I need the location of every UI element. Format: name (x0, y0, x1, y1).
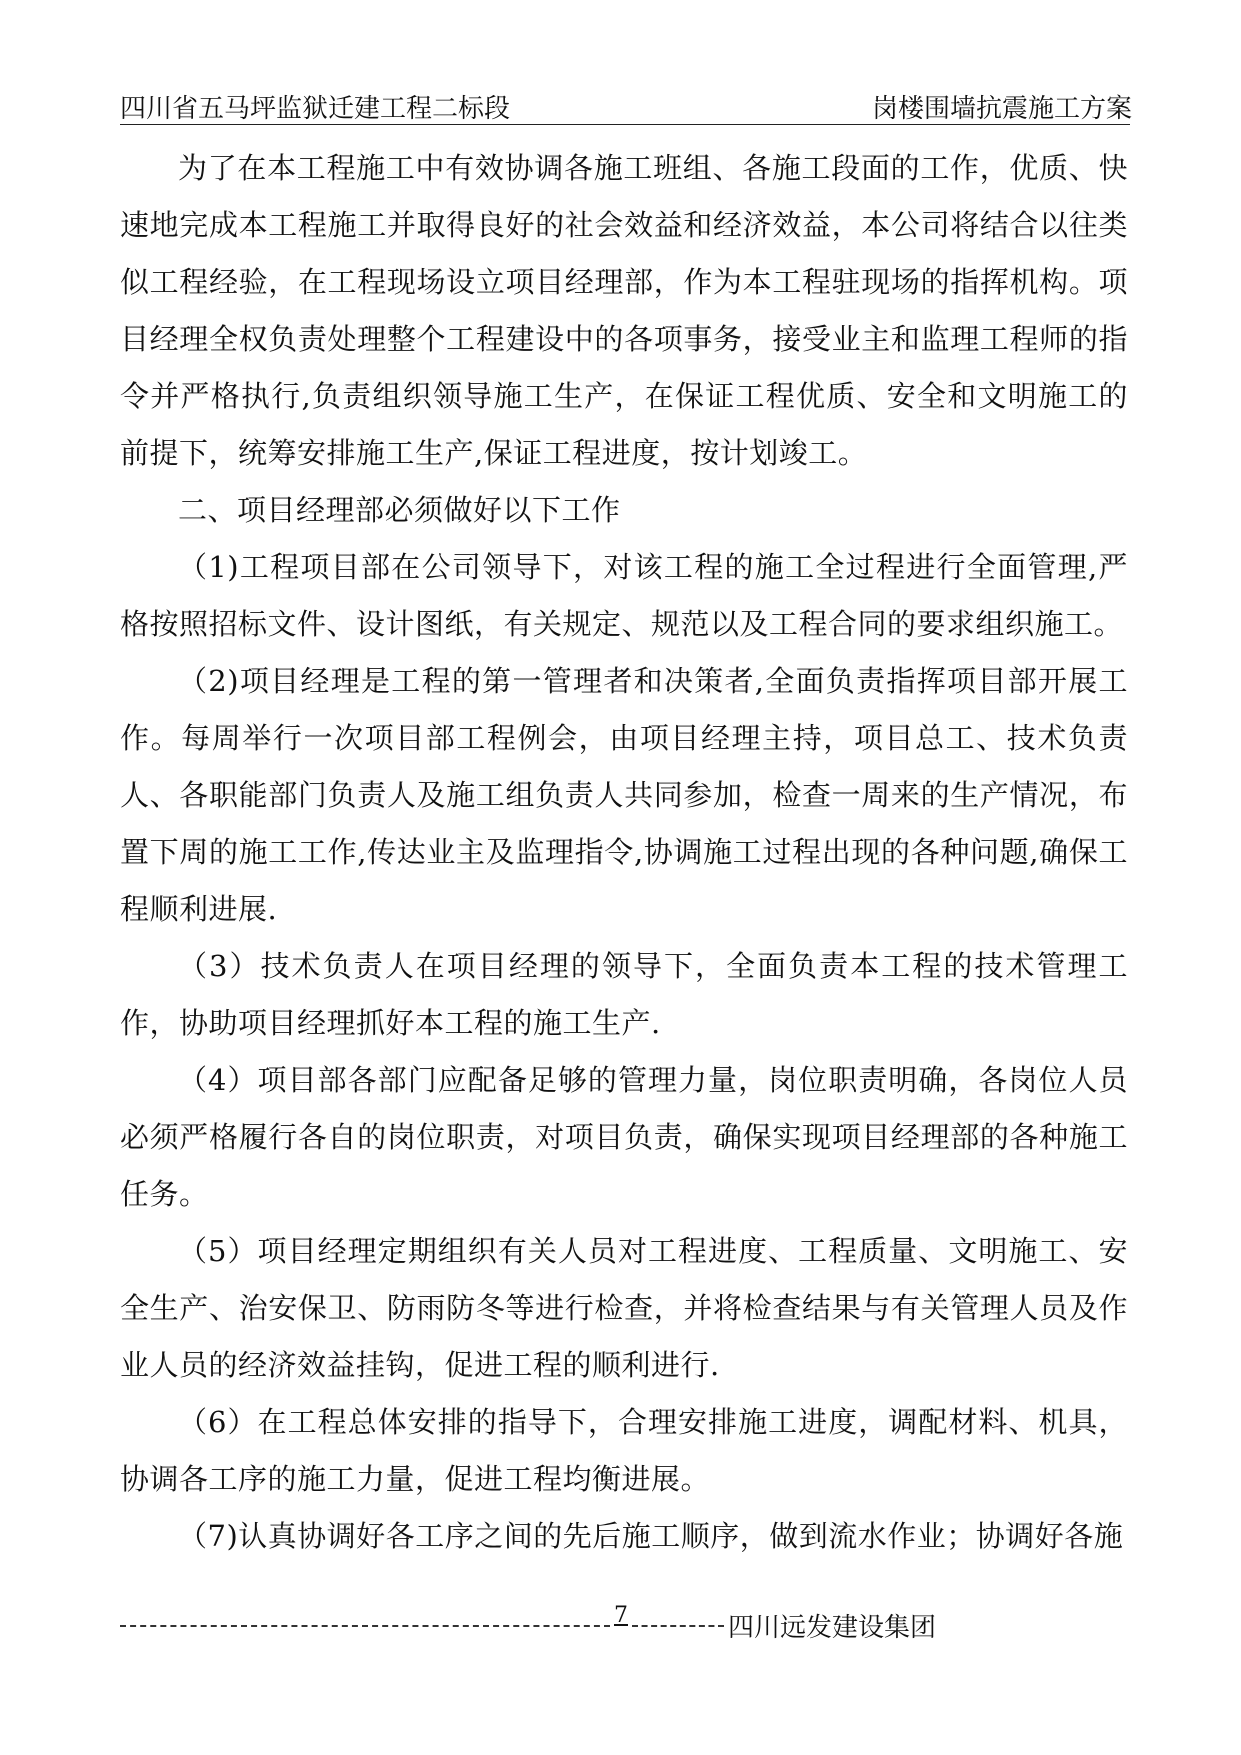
paragraph-item-6: （6）在工程总体安排的指导下，合理安排施工进度，调配材料、机具，协调各工序的施工力量，促进工程均衡进展。 (120, 1405, 1128, 1496)
footer-company-name: 四川远发建设集团 (728, 1613, 937, 1643)
paragraph-item-2: （2)项目经理是工程的第一管理者和决策者,全面负责指挥项目部开展工作。每周举行一次项目部工程例会，由项目经理主持，项目总工、技术负责人、各职能部门负责人及施工组负责人共同参加，检查一周来的生产情况，布置下周的施工工作,传达业主及监理指令,协调施工过程出现的各种问题,确保工程顺利进展. (120, 664, 1128, 926)
footer-dash-rule-short (632, 1625, 724, 1627)
page-header (120, 84, 1133, 125)
footer-dash-rule (120, 1625, 610, 1627)
paragraph-item-3: （3）技术负责人在项目经理的领导下，全面负责本工程的技术管理工作，协助项目经理抓好本工程的施工生产. (120, 949, 1128, 1040)
paragraph-item-1: （1)工程项目部在公司领导下，对该工程的施工全过程进行全面管理,严格按照招标文件、设计图纸，有关规定、规范以及工程合同的要求组织施工。 (120, 550, 1128, 641)
header-document-title: 岗楼围墙抗震施工方案 (872, 94, 1133, 124)
paragraph-item-4: （4）项目部各部门应配备足够的管理力量，岗位职责明确，各岗位人员必须严格履行各自的岗位职责，对项目负责，确保实现项目经理部的各种施工任务。 (120, 1063, 1128, 1211)
page-number: 7 (614, 1603, 628, 1628)
paragraph-item-5: （5）项目经理定期组织有关人员对工程进度、工程质量、文明施工、安全生产、治安保卫、防雨防冬等进行检查，并将检查结果与有关管理人员及作业人员的经济效益挂钩，促进工程的顺利进行. (120, 1234, 1128, 1382)
section-heading: 二、项目经理部必须做好以下工作 (178, 493, 621, 527)
body-text (120, 140, 1128, 1565)
paragraph-item-7: （7)认真协调好各工序之间的先后施工顺序，做到流水作业；协调好各施 (178, 1519, 1124, 1553)
paragraph-intro: 为了在本工程施工中有效协调各施工班组、各施工段面的工作，优质、快速地完成本工程施工并取得良好的社会效益和经济效益，本公司将结合以往类似工程经验，在工程现场设立项目经理部，作为本工程驻现场的指挥机构。项目经理全权负责处理整个工程建设中的各项事务，接受业主和监理工程师的指令并严格执行,负责组织领导施工生产，在保证工程优质、安全和文明施工的前提下，统筹安排施工生产,保证工程进度，按计划竣工。 (120, 151, 1128, 470)
page-footer (120, 1603, 940, 1643)
header-project-title: 四川省五马坪监狱迁建工程二标段 (120, 94, 511, 124)
